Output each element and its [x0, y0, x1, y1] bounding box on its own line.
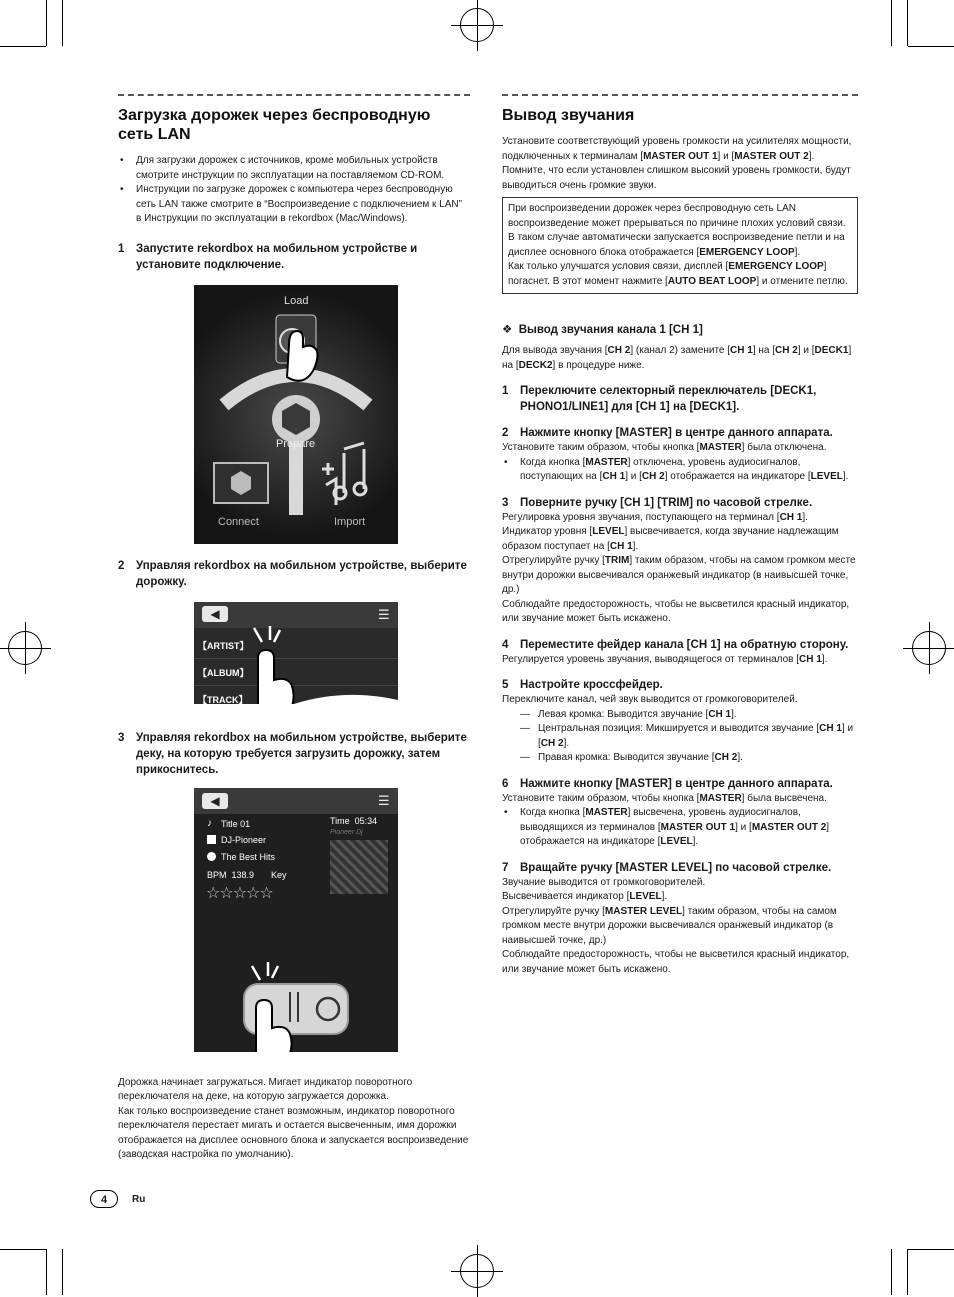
- list-item[interactable]: 【ALBUM】: [194, 659, 398, 686]
- hand-tap-graphic: [194, 602, 398, 704]
- step-4-body: Регулируется уровень звучания, выводящегося от терминалов [CH 1].: [502, 653, 828, 665]
- step-1-heading: 1 Запустите rekordbox на мобильном устройстве и установите подключение.: [118, 242, 418, 271]
- wireless-note-text: При воспроизведении дорожек через беспроводную сеть LAN воспроизведение может прерываться по причине плохих условий связи. В таком случае автоматически запускается воспроизведение петли и на дисплее основного блока отображается [EMERGENCY LOOP]. Как только улучшатся условия связи, дисплей [EMERGENCY LOOP] погаснет. В этот момент нажмите [AUTO BEAT LOOP] и отмените петлю.: [508, 203, 848, 287]
- app-deck-screenshot: [194, 788, 398, 1052]
- step-2-bullets: [502, 456, 858, 485]
- section-divider: [118, 94, 470, 96]
- track-title: Title 01: [221, 818, 251, 829]
- app-import-label[interactable]: Import: [334, 515, 366, 528]
- brand-watermark: Pioneer Dj: [330, 828, 363, 836]
- app-connect-label[interactable]: Connect: [218, 515, 259, 528]
- step-3-heading: 3 Управляя rekordbox на мобильном устройстве, выберите деку, на которую требуется загрузить дорожку, затем прикоснитесь.: [118, 731, 467, 776]
- step-5-body: Переключите канал, чей звук выводится от громкоговорителей.: [502, 694, 798, 705]
- step-2-heading: 2 Управляя rekordbox на мобильном устройстве, выберите дорожку.: [118, 559, 467, 588]
- step-3-body: Регулировка уровня звучания, поступающего на терминал [CH 1]. Индикатор уровня [LEVEL] высвечивается, когда звучание надлежащим образом поступает на [CH 1]. Отрегулируйте ручку [TRIM] таким образом, чтобы на самом громком месте внутри дорожки высвечивался оранжевый индикатор (в наивысшей точке, др.) Соблюдайте предосторожность, чтобы не высветился красный индикатор, или звучание может быть искажено.: [502, 511, 856, 624]
- load-result-paragraph: Дорожка начинает загружаться. Мигает индикатор поворотного переключателя на деке, на которую загружается дорожка. Как только воспроизведение станет возможным, индикатор поворотного переключателя перестает мигать и остается высвеченным, имя дорожки отображается на дисплее основного блока и запускается воспроизведение (заводская настройка по умолчанию).: [118, 1076, 469, 1160]
- page-number: 4: [90, 1190, 118, 1208]
- output-step-1: 1 Переключите селекторный переключатель [DECK1, PHONO1/LINE1] для [CH 1] на [DECK1].: [502, 385, 817, 413]
- back-arrow-icon[interactable]: ◀: [202, 606, 228, 622]
- track-time: Time 05:34: [330, 815, 378, 826]
- output-step-3: 3 Поверните ручку [CH 1] [TRIM] по часовой стрелке.: [502, 496, 813, 509]
- list-item: • Когда кнопка [MASTER] высвечена, уровень аудиосигналов, выводящихся из терминалов [MASTER OUT 1] и [MASTER OUT 2] отображается на индикаторе [LEVEL].: [502, 806, 858, 850]
- list-item: — Центральная позиция: Микшируется и выводится звучание [CH 1] и [CH 2].: [502, 722, 858, 751]
- track-album: The Best Hits: [221, 851, 276, 862]
- ch1-intro: Для вывода звучания [CH 2] (канал 2) замените [CH 1] на [CH 2] и [DECK1] на [DECK2] в процедуре ниже.: [502, 345, 852, 371]
- step-6-bullets: [502, 806, 858, 850]
- language-code: Ru: [132, 1194, 146, 1205]
- deck-hand-graphic: [194, 788, 398, 1052]
- output-intro: Установите соответствующий уровень громкости на усилителях мощности, подключенных к терминалам [MASTER OUT 1] и [MASTER OUT 2]. Помните, что если установлен слишком высокий уровень громкости, будут выводиться очень громкие звуки.: [502, 136, 852, 191]
- output-step-5: 5 Настройте кроссфейдер.: [502, 679, 663, 691]
- app-load-label[interactable]: Load: [284, 294, 309, 307]
- list-item[interactable]: 【ARTIST】: [194, 632, 398, 659]
- list-item: • Когда кнопка [MASTER] отключена, уровень аудиосигналов, поступающих на [CH 1] и [CH 2] отображается на индикаторе [LEVEL].: [502, 456, 858, 485]
- list-item: • Для загрузки дорожек с источников, кроме мобильных устройств смотрите инструкции по эксплуатации на поставляемом CD-ROM.: [118, 154, 470, 183]
- app-browse-screenshot: [194, 602, 398, 704]
- output-step-6: 6 Нажмите кнопку [MASTER] в центре данного аппарата.: [502, 777, 833, 790]
- app-home-graphic: [194, 285, 398, 544]
- music-note-icon: ♪: [207, 817, 212, 829]
- wireless-note-box: [502, 197, 858, 294]
- app-prepare-label[interactable]: Prepare: [276, 437, 316, 450]
- step-7-body: Звучание выводится от громкоговорителей. Высвечивается индикатор [LEVEL]. Отрегулируйте ручку [MASTER LEVEL] таким образом, чтобы на самом громком месте внутри дорожки высвечивался оранжевый индикатор (в наивысшей точке, др.) Соблюдайте предосторожность, чтобы не высветился красный индикатор, или звучание может быть искажено.: [502, 876, 850, 975]
- left-column: [118, 94, 470, 1163]
- list-item: • Инструкции по загрузке дорожек с компьютера через беспроводную сеть LAN также смотрите в “Воспроизведение с подключением к LAN” в Инструкции по эксплуатации в rekordbox (Mac/Windows).: [118, 183, 470, 227]
- section-divider: [502, 94, 858, 96]
- list-item: — Правая кромка: Выводится звучание [CH 2].: [502, 751, 858, 766]
- output-step-4: 4 Переместите фейдер канала [CH 1] на обратную сторону.: [502, 638, 849, 651]
- lan-bullet-list: [118, 154, 470, 227]
- section-heading-output: Вывод звучания: [502, 107, 635, 124]
- rating-stars[interactable]: ☆☆☆☆☆: [206, 884, 273, 902]
- output-step-2: 2 Нажмите кнопку [MASTER] в центре данного аппарата.: [502, 427, 833, 439]
- right-column: [502, 94, 858, 977]
- track-key: Key: [271, 869, 287, 880]
- menu-icon[interactable]: ☰: [378, 606, 390, 622]
- back-arrow-icon[interactable]: ◀: [202, 793, 228, 809]
- list-item[interactable]: 【TRACK】: [198, 694, 248, 704]
- section-heading-lan: Загрузка дорожек через беспроводную сеть LAN: [118, 107, 431, 143]
- output-step-7: 7 Вращайте ручку [MASTER LEVEL] по часовой стрелке.: [502, 861, 832, 874]
- step-6-body: Установите таким образом, чтобы кнопка [MASTER] была высвечена.: [502, 792, 827, 804]
- track-artist: DJ-Pioneer: [221, 834, 267, 845]
- subsection-heading-ch1: ❖ Вывод звучания канала 1 [CH 1]: [502, 324, 703, 336]
- list-item: — Левая кромка: Выводится звучание [CH 1].: [502, 708, 858, 723]
- step-2-body: Установите таким образом, чтобы кнопка [MASTER] была отключена.: [502, 442, 827, 453]
- crossfader-positions: [502, 708, 858, 766]
- track-bpm: BPM 138.9: [207, 869, 255, 880]
- app-home-screenshot: [194, 285, 398, 544]
- menu-icon[interactable]: ☰: [378, 792, 390, 808]
